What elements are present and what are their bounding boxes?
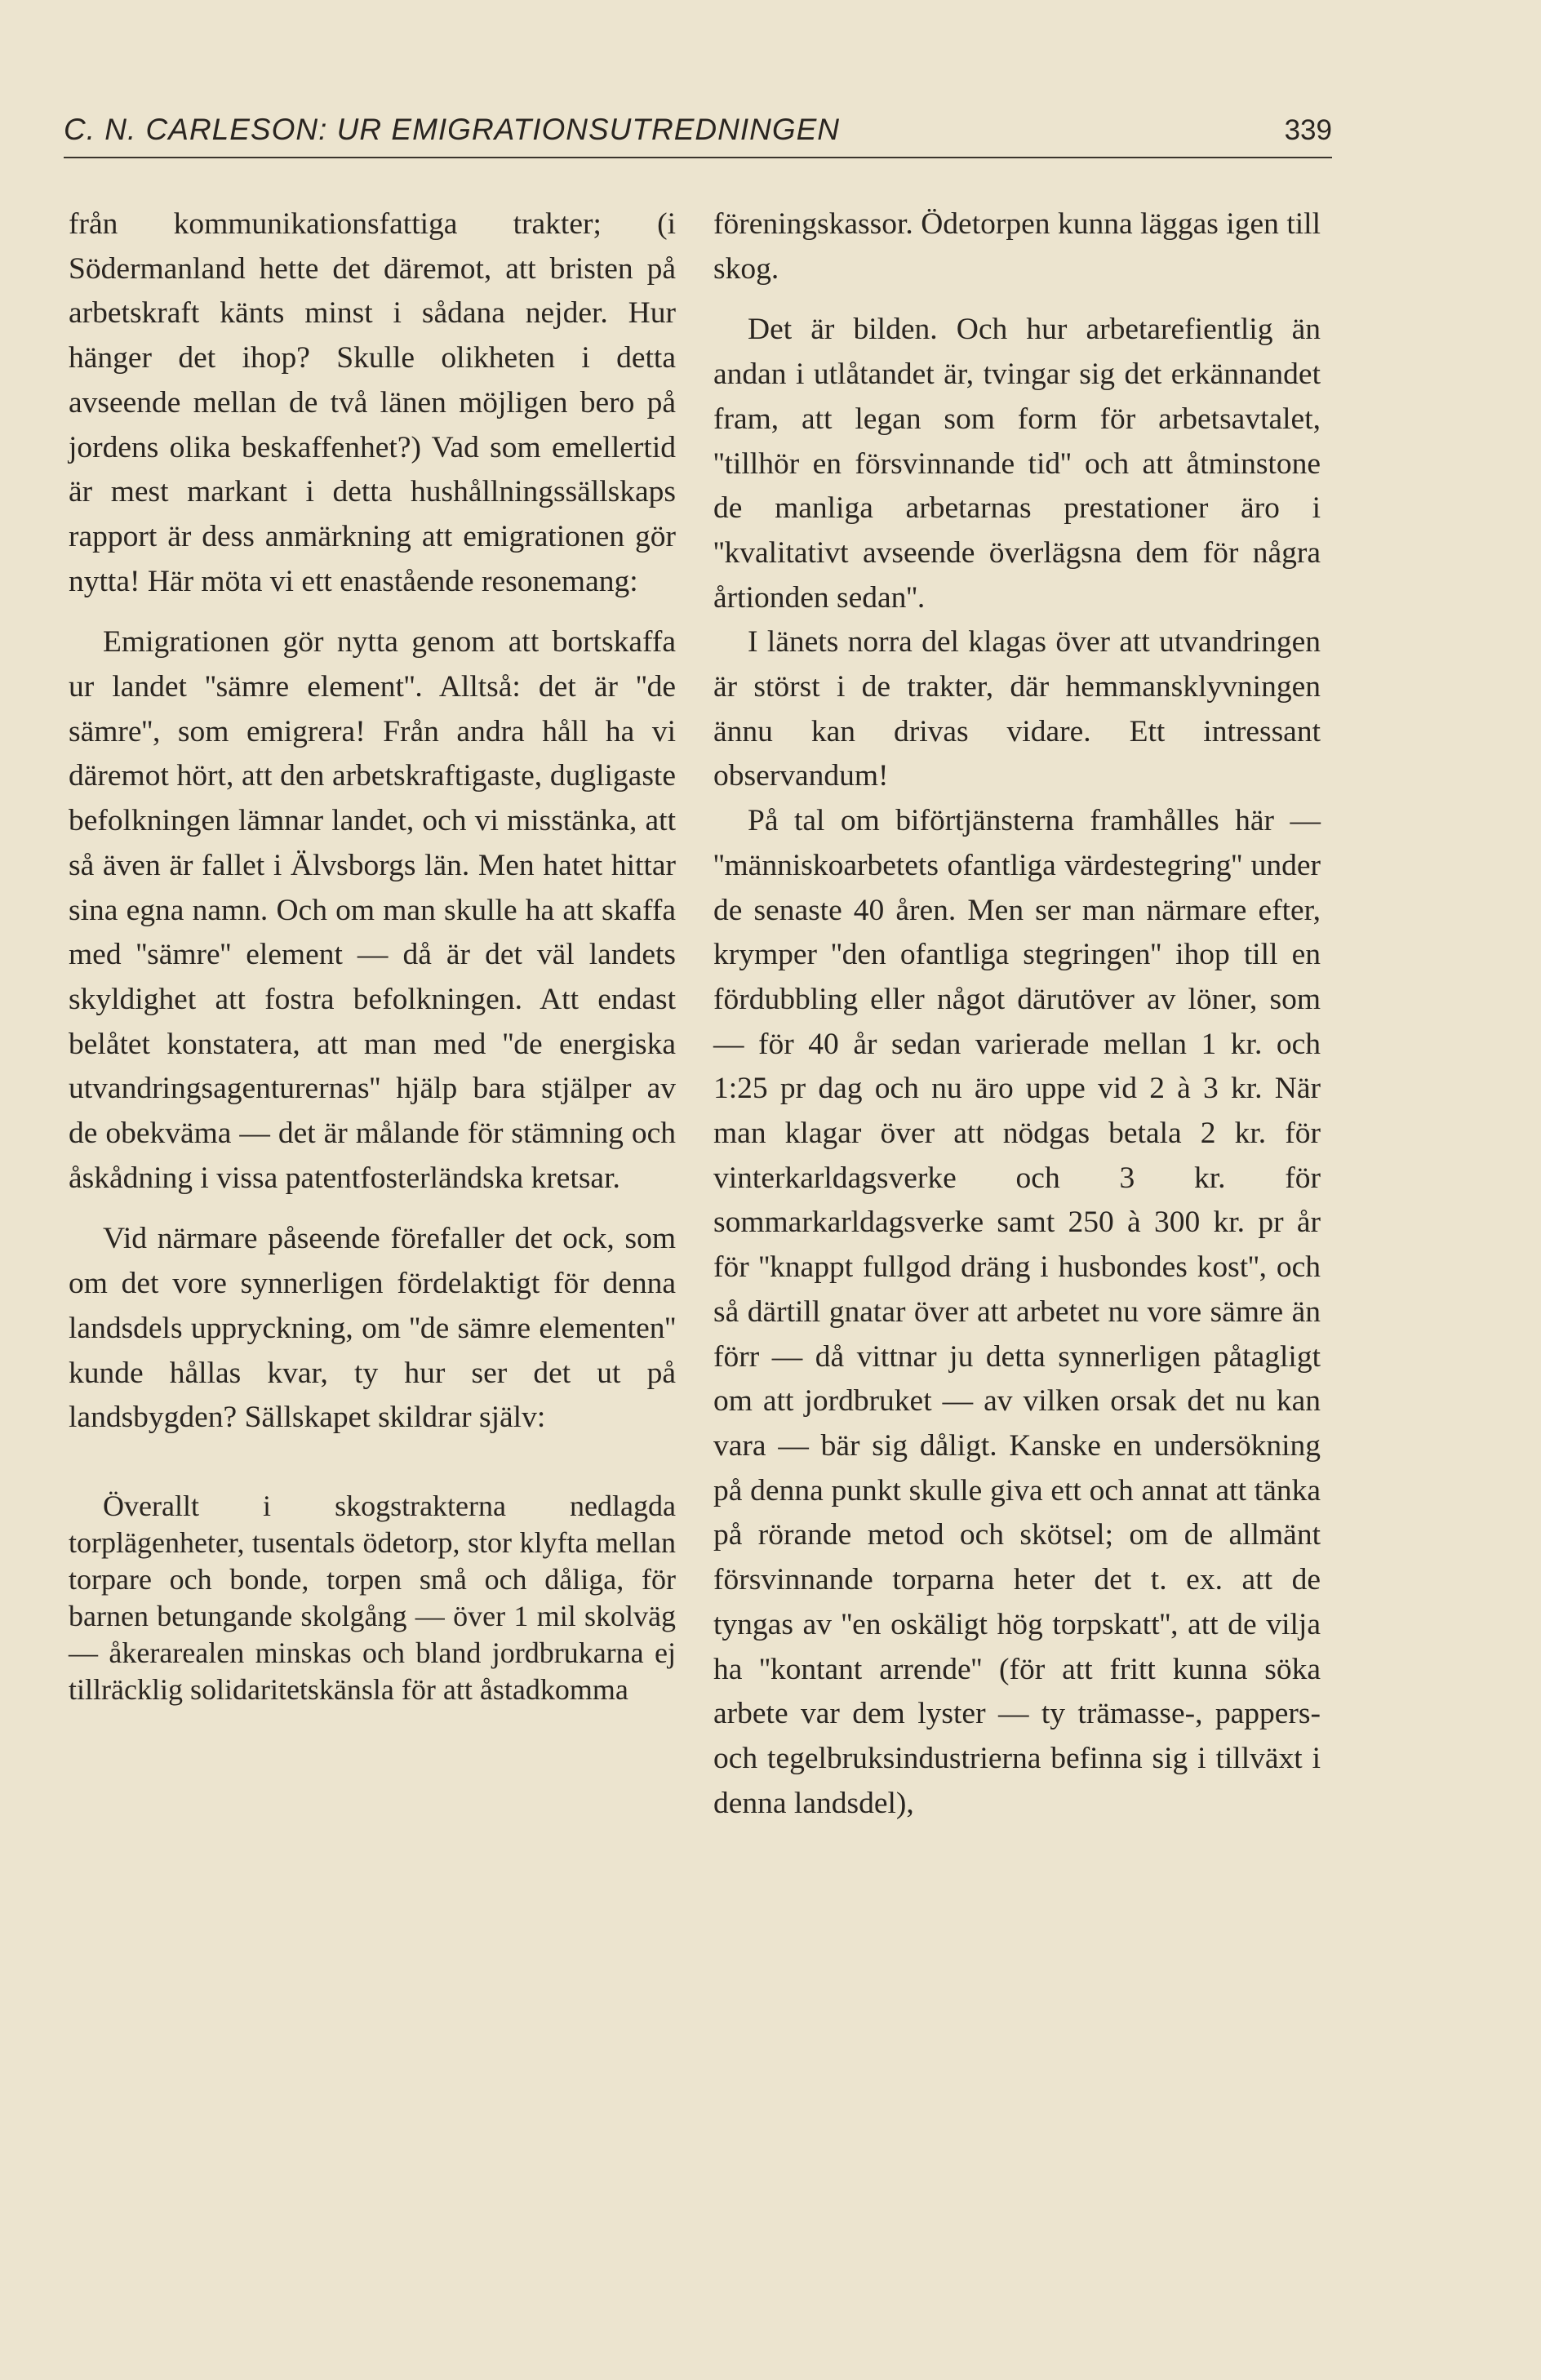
right-column	[713, 202, 1321, 1826]
paragraph: Det är bilden. Och hur arbetarefientlig än andan i utlåtandet är, tvingar sig det erkännandet fram, att legan som form för arbetsavtalet, ''tillhör en försvinnande tid'' och att åtminstone de manliga arbetarnas prestationer äro i ''kvalitativt avseende överlägsna dem för några årtionden sedan''.	[713, 313, 1321, 615]
paragraph: föreningskassor. Ödetorpen kunna läggas igen till skog.	[713, 207, 1321, 286]
left-column	[69, 202, 676, 1708]
paragraph: I länets norra del klagas över att utvandringen är störst i de trakter, där hemmansklyvningen ännu kan drivas vidare. Ett intressant observandum!	[713, 625, 1321, 793]
quoted-passage: Överallt i skogstrakterna nedlagda torplägenheter, tusentals ödetorp, stor klyfta mellan torpare och bonde, torpen små och dåliga, för barnen betungande skolgång — över 1 mil skolväg — åkerarealen minskas och bland jordbrukarna ej tillräcklig solidaritetskänsla för att åstadkomma	[69, 1489, 676, 1706]
page-header	[64, 113, 1332, 158]
running-head: C. N. CARLESON: UR EMIGRATIONSUTREDNINGEN	[64, 113, 841, 146]
paragraph: från kommunikationsfattiga trakter; (i Södermanland hette det däremot, att bristen på arbetskraft känts minst i sådana nejder. Hur hänger det ihop? Skulle olikheten i detta avseende mellan de två länen möjligen bero på jordens olika beskaffenhet?) Vad som emellertid är mest markant i detta hushållningssällskaps rapport är dess anmärkning att emigrationen gör nytta! Här möta vi ett enastående resonemang:	[69, 207, 676, 598]
paragraph: På tal om biförtjänsterna framhålles här — ''människoarbetets ofantliga värdestegring'' under de senaste 40 åren. Men ser man närmare efter, krymper ''den ofantliga stegringen'' ihop till en fördubbling eller något därutöver av löner, som — för 40 år sedan varierade mellan 1 kr. och 1:25 pr dag och nu äro uppe vid 2 à 3 kr. När man klagar över att nödgas betala 2 kr. för vinterkarldagsverke och 3 kr. för sommarkarldagsverke samt 250 à 300 kr. pr år för ''knappt fullgod dräng i husbondes kost'', och så därtill gnatar över att arbetet nu vore sämre än förr — då vittnar ju detta synnerligen påtagligt om att jordbruket — av vilken orsak det nu kan vara — bär sig dåligt. Kanske en undersökning på denna punkt skulle giva ett och annat att tänka på rörande metod och skötsel; om de allmänt försvinnande torparna heter det t. ex. att de tyngas av ''en oskäligt hög torpskatt'', att de vilja ha ''kontant arrende'' (för att fritt kunna söka arbete var dem lyster — ty trämasse-, pappers- och tegelbruksindustrierna befinna sig i tillväxt i denna landsdel),	[713, 804, 1321, 1820]
paragraph: Emigrationen gör nytta genom att bortskaffa ur landet ''sämre element''. Alltså: det är ''de sämre'', som emigrera! Från andra håll ha vi däremot hört, att den arbetskraftigaste, dugligaste befolkningen lämnar landet, och vi misstänka, att så även är fallet i Älvsborgs län. Men hatet hittar sina egna namn. Och om man skulle ha att skaffa med ''sämre'' element — då är det väl landets skyldighet att fostra befolkningen. Att endast belåtet konstatera, att man med ''de energiska utvandringsagenturernas'' hjälp bara stjälper av de obekväma — det är målande för stämning och åskådning i vissa patentfosterländska kretsar.	[69, 625, 676, 1195]
page-number: 339	[1284, 114, 1332, 146]
paragraph: Vid närmare påseende förefaller det ock, som om det vore synnerligen fördelaktigt för denna landsdels uppryckning, om ''de sämre elementen'' kunde hållas kvar, ty hur ser det ut på landsbygden? Sällskapet skildrar själv:	[69, 1222, 676, 1435]
